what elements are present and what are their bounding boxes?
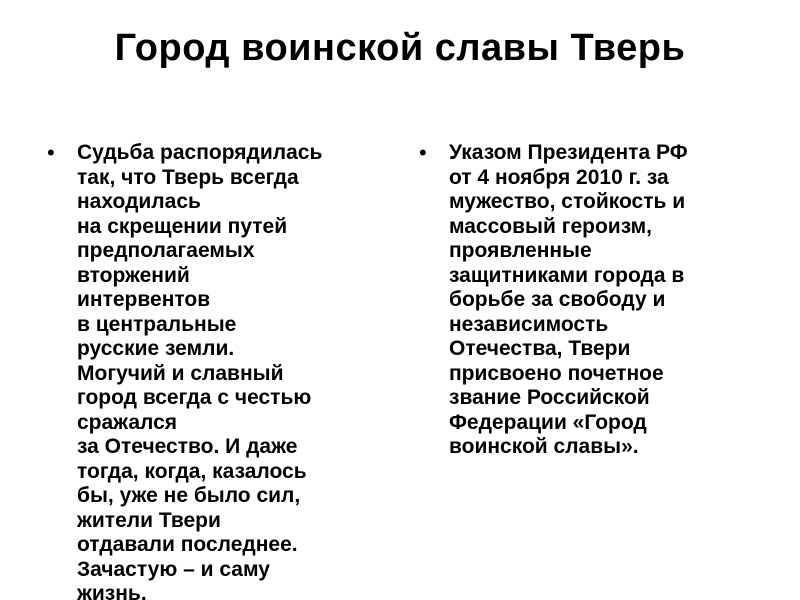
right-column bbox=[419, 141, 739, 460]
text-line: за Отечество. И даже bbox=[77, 435, 298, 458]
text-line: Могучий и славный bbox=[77, 361, 284, 385]
text-line: жизнь. bbox=[77, 582, 147, 600]
right-bullet-item bbox=[419, 141, 739, 460]
text-line: звание Российской bbox=[449, 386, 650, 409]
left-column bbox=[47, 141, 367, 600]
text-line: Указом Президента РФ bbox=[449, 141, 688, 164]
text-line: сражался bbox=[77, 410, 178, 434]
text-line: на скрещении путей bbox=[77, 214, 288, 238]
text-line: жители Твери bbox=[77, 508, 221, 532]
text-line: проявленные bbox=[449, 239, 592, 262]
text-line: отдавали последнее. bbox=[77, 533, 298, 556]
text-line: Зачастую – и саму bbox=[77, 557, 270, 581]
text-line: предполагаемых bbox=[77, 239, 255, 262]
text-line: бы, уже не было сил, bbox=[77, 484, 301, 507]
text-line: присвоено почетное bbox=[449, 361, 664, 385]
text-line: от 4 ноября 2010 г. за bbox=[449, 165, 669, 189]
left-bullet-item bbox=[47, 141, 367, 600]
text-line: Судьба распорядилась bbox=[77, 141, 323, 164]
slide-title: Город воинской славы Тверь bbox=[114, 27, 686, 69]
text-line: воинской славы». bbox=[449, 435, 639, 458]
text-line: борьбе за свободу и bbox=[449, 288, 666, 311]
left-bullet-text bbox=[77, 141, 367, 600]
text-line: независимость bbox=[449, 312, 609, 336]
bullet-icon: • bbox=[47, 140, 55, 165]
text-line: мужество, стойкость и bbox=[449, 190, 686, 213]
bullet-icon: • bbox=[419, 140, 427, 165]
text-line: русские земли. bbox=[77, 337, 235, 360]
text-line: массовый героизм, bbox=[449, 214, 652, 238]
text-line: Отечества, Твери bbox=[449, 337, 631, 360]
right-bullet-text bbox=[449, 141, 739, 460]
text-line: тогда, когда, казалось bbox=[77, 459, 307, 483]
text-line: в центральные bbox=[77, 312, 237, 336]
text-line: вторжений bbox=[77, 263, 190, 287]
text-line: находилась bbox=[77, 190, 201, 213]
text-line: Федерации «Город bbox=[449, 410, 647, 434]
text-line: интервентов bbox=[77, 288, 211, 311]
text-line: так, что Тверь всегда bbox=[77, 165, 299, 189]
text-line: город всегда с честью bbox=[77, 386, 312, 409]
text-line: защитниками города в bbox=[449, 263, 685, 287]
